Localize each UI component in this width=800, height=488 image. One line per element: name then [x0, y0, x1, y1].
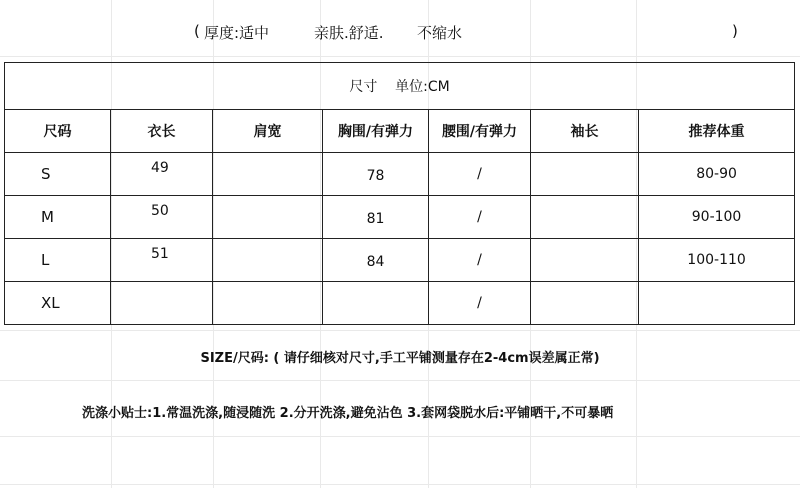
table-title: 尺寸 单位:CM — [5, 63, 795, 110]
header-size: 尺码 — [5, 110, 111, 153]
cell-size: S — [5, 153, 111, 196]
cell-chest: 78 — [323, 153, 429, 196]
cell-sleeve — [531, 196, 639, 239]
cell-shoulder — [213, 153, 323, 196]
cell-chest: 84 — [323, 239, 429, 282]
cell-chest: 81 — [323, 196, 429, 239]
cell-weight: 100-110 — [639, 239, 795, 282]
close-paren: ) — [732, 22, 738, 40]
header-waist: 腰围/有弹力 — [429, 110, 531, 153]
cell-waist: / — [429, 196, 531, 239]
table-header-row — [5, 110, 795, 153]
cell-size: M — [5, 196, 111, 239]
feel-text: 亲肤.舒适. — [314, 24, 384, 42]
header-weight: 推荐体重 — [639, 110, 795, 153]
cell-sleeve — [531, 153, 639, 196]
header-chest: 胸围/有弹力 — [323, 110, 429, 153]
table-row — [5, 196, 795, 239]
cell-length: 49 — [111, 153, 213, 196]
table-row — [5, 282, 795, 325]
cell-length — [111, 282, 213, 325]
washing-tips-note: 洗涤小贴士:1.常温洗涤,随浸随洗 2.分开洗涤,避免沾色 3.套网袋脱水后:平铺晒干,不可暴晒 — [82, 406, 614, 421]
cell-weight: 80-90 — [639, 153, 795, 196]
cell-sleeve — [531, 282, 639, 325]
table-row — [5, 153, 795, 196]
cell-waist: / — [429, 153, 531, 196]
cell-shoulder — [213, 282, 323, 325]
table-row — [5, 239, 795, 282]
fabric-info-note — [0, 22, 800, 44]
cell-waist: / — [429, 282, 531, 325]
size-chart-table — [4, 62, 795, 325]
header-shoulder: 肩宽 — [213, 110, 323, 153]
cell-size: L — [5, 239, 111, 282]
open-paren: ( — [194, 22, 200, 40]
header-length: 衣长 — [111, 110, 213, 153]
header-sleeve: 袖长 — [531, 110, 639, 153]
cell-length: 50 — [111, 196, 213, 239]
cell-waist: / — [429, 239, 531, 282]
cell-chest — [323, 282, 429, 325]
thickness-text: 厚度:适中 — [204, 24, 270, 42]
size-measurement-note: SIZE/尺码: ( 请仔细核对尺寸,手工平铺测量存在2-4cm误差属正常) — [200, 351, 600, 366]
cell-weight — [639, 282, 795, 325]
cell-shoulder — [213, 239, 323, 282]
cell-sleeve — [531, 239, 639, 282]
cell-length: 51 — [111, 239, 213, 282]
cell-size: XL — [5, 282, 111, 325]
shrink-text: 不缩水 — [417, 24, 463, 42]
cell-weight: 90-100 — [639, 196, 795, 239]
cell-shoulder — [213, 196, 323, 239]
